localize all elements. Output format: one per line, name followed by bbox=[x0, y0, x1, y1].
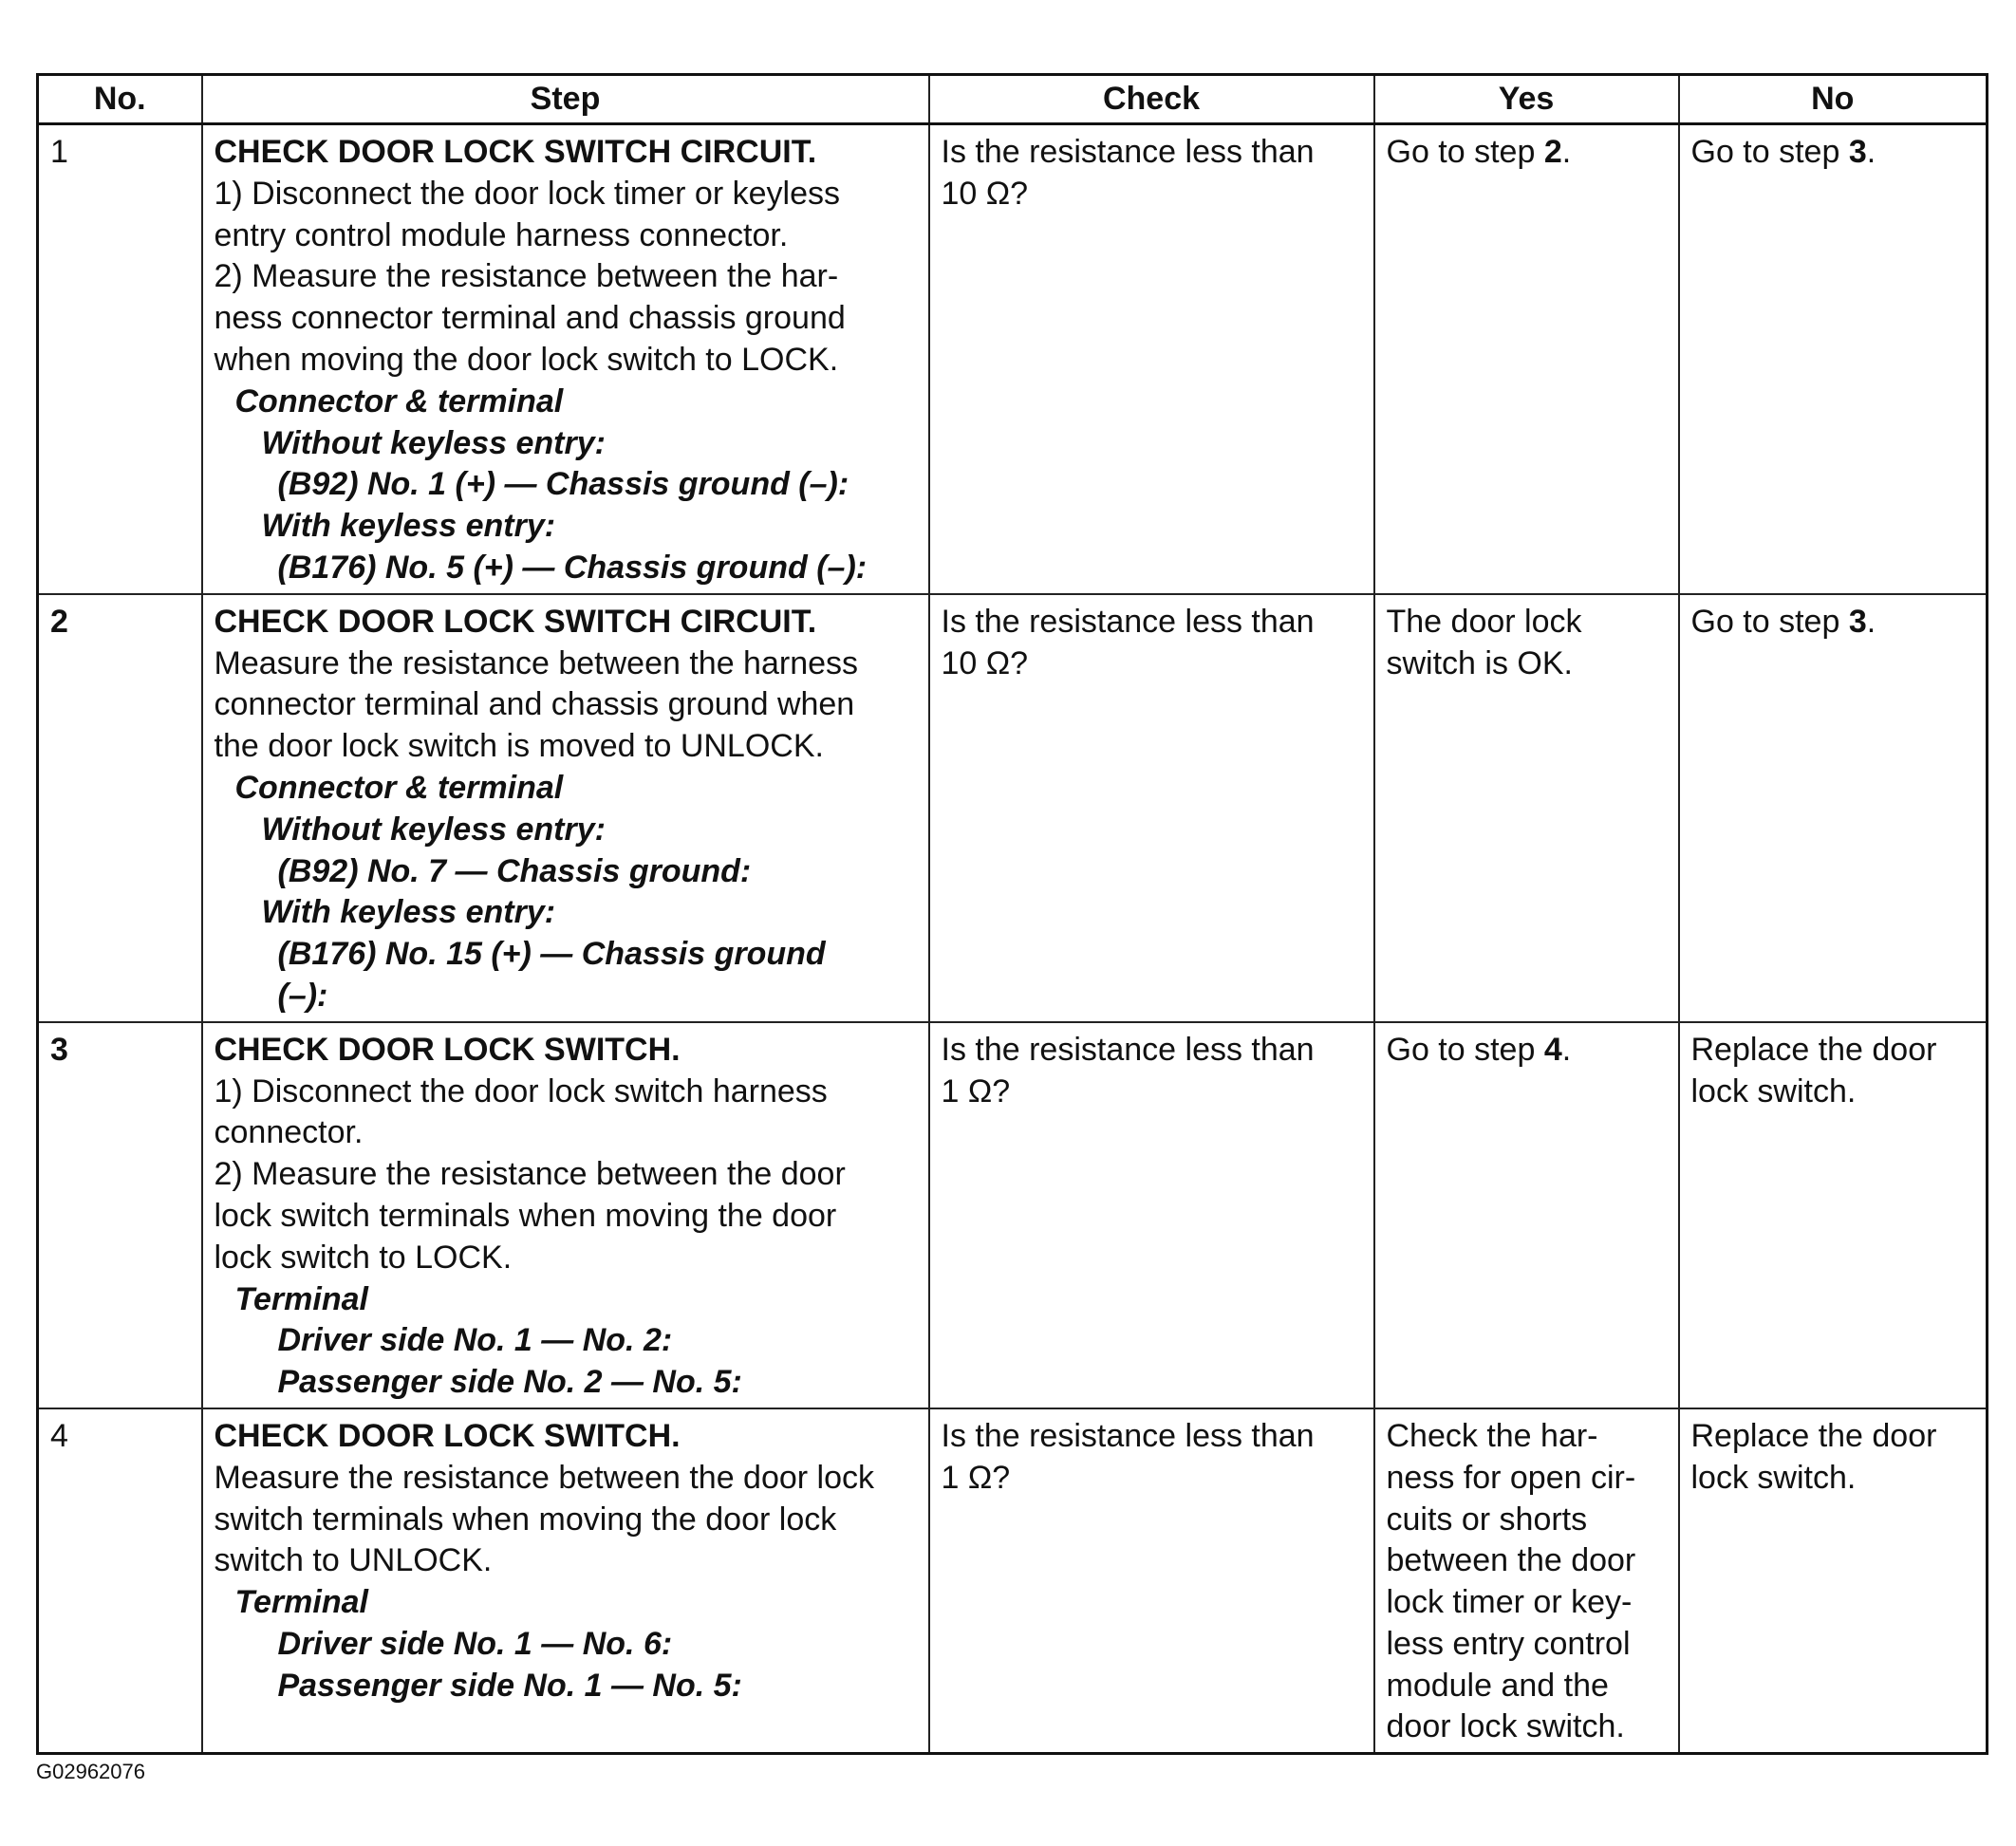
diagnostic-table bbox=[36, 73, 1988, 1755]
row-number: 1 bbox=[38, 124, 202, 594]
step-line: connector. bbox=[214, 1114, 364, 1151]
step-line: lock switch to LOCK. bbox=[214, 1239, 513, 1276]
no-line: lock switch. bbox=[1690, 1459, 1857, 1496]
row-number bbox=[38, 1022, 202, 1408]
yes-line: module and the bbox=[1386, 1667, 1609, 1704]
row-number-text: 2 bbox=[50, 603, 68, 640]
step-line: 2) Measure the resistance between the door bbox=[214, 1156, 846, 1193]
no-line: Replace the door bbox=[1690, 1417, 1937, 1454]
yes-step-number: 4 bbox=[1543, 1031, 1562, 1068]
yes-text: Go to step bbox=[1386, 134, 1544, 170]
no-cell bbox=[1679, 594, 1988, 1022]
driver-side-terminal: Driver side No. 1 — No. 6: bbox=[277, 1625, 673, 1662]
row-number-text: 3 bbox=[50, 1031, 68, 1068]
header-yes: Yes bbox=[1374, 75, 1679, 124]
passenger-side-terminal: Passenger side No. 1 — No. 5: bbox=[277, 1667, 742, 1704]
yes-line: The door lock bbox=[1386, 603, 1582, 640]
step-line: when moving the door lock switch to LOCK. bbox=[214, 341, 839, 378]
no-cell bbox=[1679, 1022, 1988, 1408]
check-cell bbox=[929, 594, 1374, 1022]
step-line: 2) Measure the resistance between the har- bbox=[214, 258, 839, 295]
header-step: Step bbox=[202, 75, 929, 124]
with-keyless-label: With keyless entry: bbox=[261, 894, 556, 931]
step-title: CHECK DOOR LOCK SWITCH. bbox=[214, 1031, 681, 1068]
yes-cell bbox=[1374, 594, 1679, 1022]
yes-cell bbox=[1374, 1022, 1679, 1408]
no-line: lock switch. bbox=[1690, 1072, 1857, 1109]
step-line: connector terminal and chassis ground when bbox=[214, 686, 855, 723]
yes-line: ness for open cir- bbox=[1386, 1459, 1636, 1496]
yes-period: . bbox=[1561, 134, 1572, 170]
terminal-heading: Terminal bbox=[234, 1280, 368, 1317]
check-line: 10 Ω? bbox=[941, 644, 1029, 681]
no-step-number: 3 bbox=[1848, 603, 1867, 640]
no-period: . bbox=[1866, 603, 1876, 640]
step-line: ness connector terminal and chassis ground bbox=[214, 300, 846, 337]
table-row bbox=[38, 1408, 1988, 1754]
yes-cell bbox=[1374, 124, 1679, 594]
table-row bbox=[38, 1022, 1988, 1408]
yes-text: Go to step bbox=[1386, 1031, 1544, 1068]
yes-line: between the door bbox=[1386, 1542, 1636, 1579]
yes-line: switch is OK. bbox=[1386, 644, 1573, 681]
without-keyless-value: (B92) No. 7 — Chassis ground: bbox=[277, 852, 752, 889]
no-text: Go to step bbox=[1690, 134, 1849, 170]
step-line: switch to UNLOCK. bbox=[214, 1542, 493, 1579]
connector-heading: Connector & terminal bbox=[234, 382, 564, 420]
yes-line: Check the har- bbox=[1386, 1417, 1598, 1454]
no-cell bbox=[1679, 124, 1988, 594]
step-cell bbox=[202, 594, 929, 1022]
terminal-heading: Terminal bbox=[234, 1584, 368, 1621]
step-line: 1) Disconnect the door lock switch harness bbox=[214, 1072, 828, 1109]
with-keyless-value: (B176) No. 5 (+) — Chassis ground (–): bbox=[277, 549, 868, 586]
without-keyless-label: Without keyless entry: bbox=[261, 424, 606, 461]
no-line: Replace the door bbox=[1690, 1031, 1937, 1068]
row-number: 4 bbox=[38, 1408, 202, 1754]
step-line: switch terminals when moving the door lock bbox=[214, 1501, 837, 1538]
yes-cell bbox=[1374, 1408, 1679, 1754]
check-cell bbox=[929, 1408, 1374, 1754]
step-cell bbox=[202, 124, 929, 594]
without-keyless-value: (B92) No. 1 (+) — Chassis ground (–): bbox=[277, 466, 849, 503]
header-no-result: No bbox=[1679, 75, 1988, 124]
header-no: No. bbox=[38, 75, 202, 124]
no-cell bbox=[1679, 1408, 1988, 1754]
step-title: CHECK DOOR LOCK SWITCH. bbox=[214, 1417, 681, 1454]
driver-side-terminal: Driver side No. 1 — No. 2: bbox=[277, 1322, 673, 1359]
with-keyless-value-cont: (–): bbox=[277, 977, 328, 1014]
no-step-number: 3 bbox=[1848, 134, 1867, 170]
step-line: 1) Disconnect the door lock timer or keyless bbox=[214, 175, 840, 212]
with-keyless-label: With keyless entry: bbox=[261, 508, 556, 545]
check-line: Is the resistance less than bbox=[941, 1031, 1315, 1068]
check-line: 1 Ω? bbox=[941, 1072, 1011, 1109]
figure-id: G02962076 bbox=[36, 1760, 145, 1783]
table-row bbox=[38, 124, 1988, 594]
yes-step-number: 2 bbox=[1543, 134, 1562, 170]
check-line: 10 Ω? bbox=[941, 175, 1029, 212]
step-line: entry control module harness connector. bbox=[214, 216, 789, 253]
step-line: Measure the resistance between the door lock bbox=[214, 1459, 875, 1496]
yes-line: lock timer or key- bbox=[1386, 1584, 1633, 1621]
step-cell bbox=[202, 1408, 929, 1754]
header-row bbox=[38, 75, 1988, 124]
table-row bbox=[38, 594, 1988, 1022]
no-period: . bbox=[1866, 134, 1876, 170]
without-keyless-label: Without keyless entry: bbox=[261, 811, 606, 848]
check-cell bbox=[929, 1022, 1374, 1408]
yes-period: . bbox=[1561, 1031, 1572, 1068]
yes-line: door lock switch. bbox=[1386, 1708, 1625, 1745]
step-line: the door lock switch is moved to UNLOCK. bbox=[214, 728, 824, 765]
yes-line: less entry control bbox=[1386, 1625, 1631, 1662]
step-title: CHECK DOOR LOCK SWITCH CIRCUIT. bbox=[214, 134, 817, 170]
check-cell bbox=[929, 124, 1374, 594]
check-line: Is the resistance less than bbox=[941, 603, 1315, 640]
check-line: Is the resistance less than bbox=[941, 134, 1315, 170]
step-line: Measure the resistance between the harness bbox=[214, 644, 859, 681]
step-line: lock switch terminals when moving the door bbox=[214, 1197, 837, 1234]
passenger-side-terminal: Passenger side No. 2 — No. 5: bbox=[277, 1364, 742, 1401]
check-line: 1 Ω? bbox=[941, 1459, 1011, 1496]
row-number bbox=[38, 594, 202, 1022]
with-keyless-value: (B176) No. 15 (+) — Chassis ground bbox=[277, 936, 826, 973]
connector-heading: Connector & terminal bbox=[234, 769, 564, 806]
no-text: Go to step bbox=[1690, 603, 1849, 640]
yes-line: cuits or shorts bbox=[1386, 1501, 1588, 1538]
header-check: Check bbox=[929, 75, 1374, 124]
step-title: CHECK DOOR LOCK SWITCH CIRCUIT. bbox=[214, 603, 817, 640]
check-line: Is the resistance less than bbox=[941, 1417, 1315, 1454]
step-cell bbox=[202, 1022, 929, 1408]
